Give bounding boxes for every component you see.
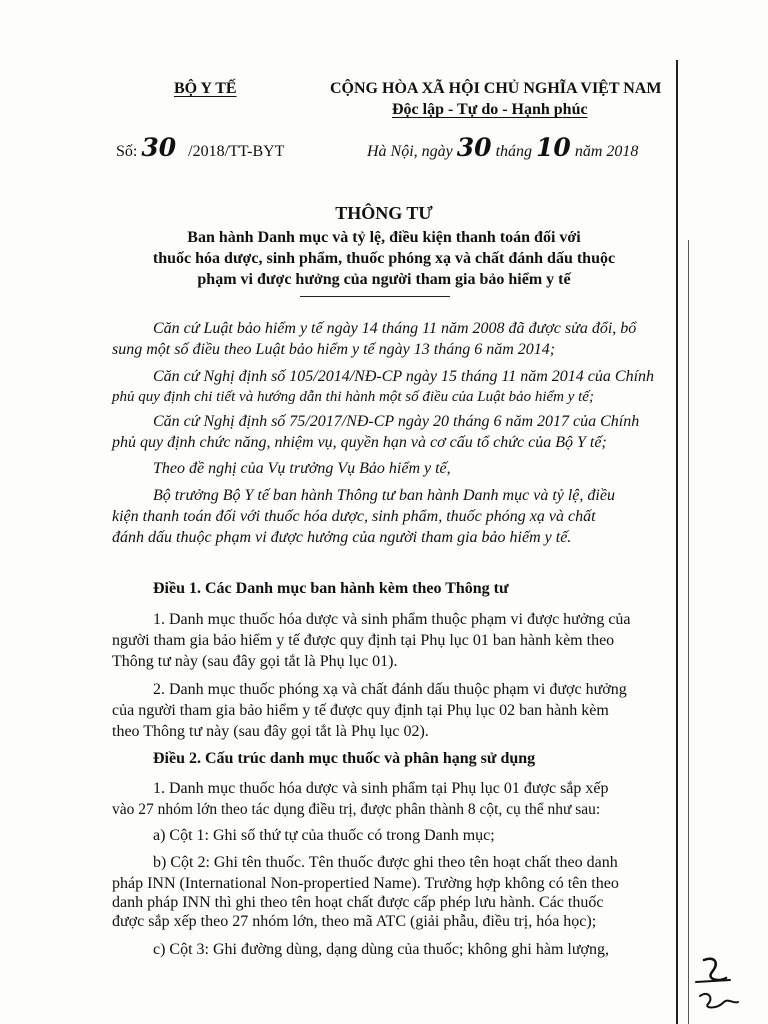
preamble-5-line-3: đánh dấu thuộc phạm vi được hưởng của người tham gia bảo hiểm y tế. [112, 529, 572, 546]
date-year: năm 2018 [574, 143, 639, 160]
title-line-2: thuốc hóa dược, sinh phẩm, thuốc phóng xạ và chất đánh dấu thuộc [152, 250, 616, 267]
document-number [116, 133, 284, 162]
preamble-2-line-1: Căn cứ Nghị định số 105/2014/NĐ-CP ngày 15 tháng 11 năm 2014 của Chính [153, 368, 655, 385]
title-line-1: Ban hành Danh mục và tỷ lệ, điều kiện thanh toán đối với [187, 229, 581, 246]
preamble-1-line-2: sung một số điều theo Luật bảo hiểm y tế ngày 13 tháng 6 năm 2014; [112, 341, 556, 358]
article-1-heading: Điều 1. Các Danh mục ban hành kèm theo Thông tư [153, 580, 509, 597]
article-2-item-b-line-3: danh pháp INN thì ghi theo tên hoạt chất được cấp phép lưu hành. Các thuốc [112, 894, 604, 911]
article-1-p2-line-2: của người tham gia bảo hiểm y tế được quy định tại Phụ lục 02 ban hành kèm [112, 702, 609, 719]
article-2-item-a: a) Cột 1: Ghi số thứ tự của thuốc có trong Danh mục; [153, 827, 495, 844]
preamble-4: Theo đề nghị của Vụ trưởng Vụ Bảo hiểm y tế, [153, 460, 451, 477]
article-2-item-b-line-1: b) Cột 2: Ghi tên thuốc. Tên thuốc được ghi theo tên hoạt chất theo danh [153, 854, 618, 871]
initials-signature [690, 952, 750, 1016]
scan-fold-line-secondary [688, 240, 689, 1024]
preamble-3-line-1: Căn cứ Nghị định số 75/2017/NĐ-CP ngày 20 tháng 6 năm 2017 của Chính [153, 413, 640, 430]
title-rule [300, 296, 450, 297]
date-day-handwritten: 30 [456, 133, 492, 162]
article-1-p2-line-1: 2. Danh mục thuốc phóng xạ và chất đánh dấu thuộc phạm vi được hưởng [153, 681, 627, 698]
scan-fold-line [676, 60, 678, 1024]
number-handwritten: 30 [141, 133, 177, 162]
article-1-p2-line-3: theo Thông tư này (sau đây gọi tắt là Phụ lục 02). [112, 723, 429, 740]
preamble-2-line-2: phủ quy định chi tiết và hướng dẫn thi hành một số điều của Luật bảo hiểm y tế; [112, 389, 594, 405]
date-month-word: tháng [495, 143, 533, 160]
title-line-3: phạm vi được hưởng của người tham gia bảo hiểm y tế [197, 271, 571, 288]
preamble-1-line-1: Căn cứ Luật bảo hiểm y tế ngày 14 tháng 11 năm 2008 đã được sửa đổi, bổ [153, 320, 637, 337]
document-type: THÔNG TƯ [335, 203, 433, 223]
number-suffix: /2018/TT-BYT [188, 143, 285, 160]
article-2-heading: Điều 2. Cấu trúc danh mục thuốc và phân hạng sử dụng [153, 750, 536, 767]
preamble-5-line-1: Bộ trưởng Bộ Y tế ban hành Thông tư ban hành Danh mục và tỷ lệ, điều [153, 487, 615, 504]
republic-name: CỘNG HÒA XÃ HỘI CHỦ NGHĨA VIỆT NAM [330, 80, 662, 97]
issue-date [367, 133, 638, 162]
national-motto: Độc lập - Tự do - Hạnh phúc [392, 101, 588, 118]
date-month-handwritten: 10 [536, 133, 571, 162]
date-place: Hà Nội, ngày [367, 143, 453, 160]
article-2-item-b-line-2: pháp INN (International Non-propertied Name). Trường hợp không có tên theo [112, 875, 619, 892]
preamble-5-line-2: kiện thanh toán đối với thuốc hóa dược, sinh phẩm, thuốc phóng xạ và chất [112, 508, 596, 525]
number-prefix: Số: [116, 143, 138, 160]
article-1-p1-line-2: người tham gia bảo hiểm y tế được quy định tại Phụ lục 01 ban hành kèm theo [112, 632, 615, 649]
ministry-name: BỘ Y TẾ [174, 80, 237, 97]
article-2-p1-line-2: vào 27 nhóm lớn theo tác dụng điều trị, được phân thành 8 cột, cụ thể như sau: [112, 801, 601, 818]
preamble-3-line-2: phủ quy định chức năng, nhiệm vụ, quyền hạn và cơ cấu tổ chức của Bộ Y tế; [112, 434, 607, 451]
article-2-item-c: c) Cột 3: Ghi đường dùng, dạng dùng của thuốc; không ghi hàm lượng, [153, 941, 609, 958]
article-1-p1-line-1: 1. Danh mục thuốc hóa dược và sinh phẩm thuộc phạm vi được hưởng của [153, 611, 631, 628]
article-2-item-b-line-4: được sắp xếp theo 27 nhóm lớn, theo mã ATC (giải phẫu, điều trị, hóa học); [112, 913, 597, 930]
article-1-p1-line-3: Thông tư này (sau đây gọi tắt là Phụ lục 01). [112, 653, 398, 670]
article-2-p1-line-1: 1. Danh mục thuốc hóa dược và sinh phẩm tại Phụ lục 01 được sắp xếp [153, 780, 609, 797]
